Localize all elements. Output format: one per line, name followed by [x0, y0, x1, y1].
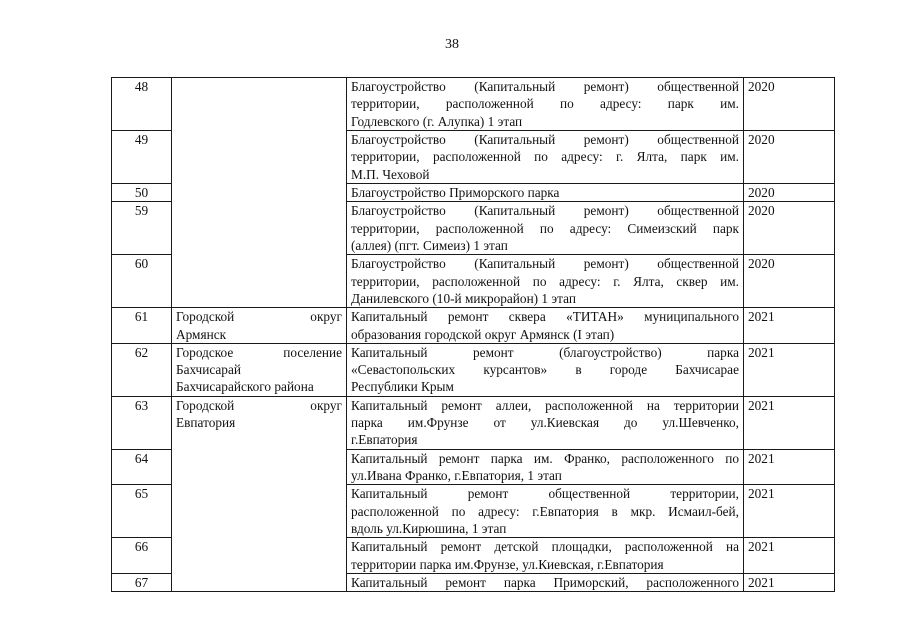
description-line: Благоустройство (Капитальный ремонт) общественной — [351, 256, 739, 272]
description-line: Капитальный ремонт парка им. Франко, расположенного по — [351, 450, 739, 466]
row-number: 65 — [112, 485, 172, 538]
municipality-line: Городской округ — [176, 397, 342, 413]
description-line: М.П. Чеховой — [351, 166, 430, 182]
program-table — [111, 77, 835, 592]
municipality-cell — [172, 308, 347, 344]
description-line: «Севастопольских курсантов» в городе Бахчисарае — [351, 362, 739, 378]
description-line: Благоустройство Приморского парка — [351, 185, 560, 200]
description-line: (аллея) (пгт. Симеиз) 1 этап — [351, 237, 508, 253]
municipality-line: Бахчисарайского района — [176, 379, 314, 395]
table-row — [112, 396, 835, 449]
year-cell: 2021 — [744, 574, 835, 592]
row-number: 50 — [112, 184, 172, 202]
description-line: Капитальный ремонт (благоустройство) парка — [351, 344, 739, 360]
row-number: 64 — [112, 449, 172, 485]
table-row — [112, 78, 835, 131]
description-line: Капитальный ремонт парка Приморский, расположенного — [351, 575, 739, 591]
year-cell: 2021 — [744, 308, 835, 344]
year-cell: 2020 — [744, 202, 835, 255]
row-number: 49 — [112, 131, 172, 184]
municipality-line: Армянск — [176, 326, 227, 342]
year-cell: 2021 — [744, 449, 835, 485]
description-line: территории парка им.Фрунзе, ул.Киевская, г.Евпатория — [351, 556, 664, 572]
municipality-cell — [172, 343, 347, 396]
description-cell — [347, 449, 744, 485]
description-line: территории, расположенной по адресу: г. Ялта, парк им. — [351, 149, 739, 165]
year-cell: 2020 — [744, 184, 835, 202]
description-line: Благоустройство (Капитальный ремонт) общественной — [351, 132, 739, 147]
row-number: 63 — [112, 396, 172, 449]
description-line: Капитальный ремонт детской площадки, расположенной на — [351, 539, 739, 555]
description-cell — [347, 485, 744, 538]
description-line: расположенной по адресу: г.Евпатория в мкр. Исмаил-бей, — [351, 503, 739, 519]
municipality-line: Евпатория — [176, 415, 236, 431]
description-line: Капитальный ремонт аллеи, расположенной на территории — [351, 397, 739, 413]
description-cell — [347, 131, 744, 184]
table-row — [112, 343, 835, 396]
description-line: территории, расположенной по адресу: г. Ялта, сквер им. — [351, 273, 739, 289]
description-cell — [347, 538, 744, 574]
description-cell — [347, 202, 744, 255]
year-cell: 2021 — [744, 538, 835, 574]
row-number: 59 — [112, 202, 172, 255]
description-cell — [347, 396, 744, 449]
year-cell: 2021 — [744, 343, 835, 396]
row-number: 60 — [112, 255, 172, 308]
description-line: территории, расположенной по адресу: парк им. — [351, 96, 739, 112]
municipality-line: Бахчисарай — [176, 362, 241, 378]
description-line: Капитальный ремонт общественной территории, — [351, 486, 739, 502]
municipality-line: Городской округ — [176, 309, 342, 325]
municipality-line: Городское поселение — [176, 344, 342, 360]
description-cell — [347, 574, 744, 592]
description-line: Благоустройство (Капитальный ремонт) общественной — [351, 79, 739, 94]
row-number: 66 — [112, 538, 172, 574]
description-line: Республики Крым — [351, 379, 454, 395]
table-row — [112, 308, 835, 344]
description-cell — [347, 308, 744, 344]
description-line: вдоль ул.Кирюшина, 1 этап — [351, 521, 507, 537]
municipality-cell — [172, 78, 347, 308]
description-line: г.Евпатория — [351, 432, 418, 448]
description-line: Данилевского (10-й микрорайон) 1 этап — [351, 290, 576, 306]
row-number: 62 — [112, 343, 172, 396]
description-cell — [347, 184, 744, 202]
description-cell — [347, 78, 744, 131]
row-number: 48 — [112, 78, 172, 131]
description-line: Капитальный ремонт сквера «ТИТАН» муниципального — [351, 309, 739, 325]
year-cell: 2021 — [744, 396, 835, 449]
description-line: Благоустройство (Капитальный ремонт) общественной — [351, 203, 739, 219]
year-cell: 2020 — [744, 255, 835, 308]
page-number: 38 — [445, 37, 459, 52]
year-cell: 2020 — [744, 131, 835, 184]
row-number: 67 — [112, 574, 172, 592]
description-line: парка им.Фрунзе от ул.Киевская до ул.Шевченко, — [351, 415, 739, 431]
description-cell — [347, 255, 744, 308]
municipality-cell — [172, 396, 347, 591]
description-line: ул.Ивана Франко, г.Евпатория, 1 этап — [351, 468, 562, 484]
year-cell: 2020 — [744, 78, 835, 131]
row-number: 61 — [112, 308, 172, 344]
year-cell: 2021 — [744, 485, 835, 538]
description-cell — [347, 343, 744, 396]
description-line: образования городской округ Армянск (I этап) — [351, 326, 615, 342]
description-line: территории, расположенной по адресу: Симеизский парк — [351, 220, 739, 236]
description-line: Годлевского (г. Алупка) 1 этап — [351, 113, 523, 129]
